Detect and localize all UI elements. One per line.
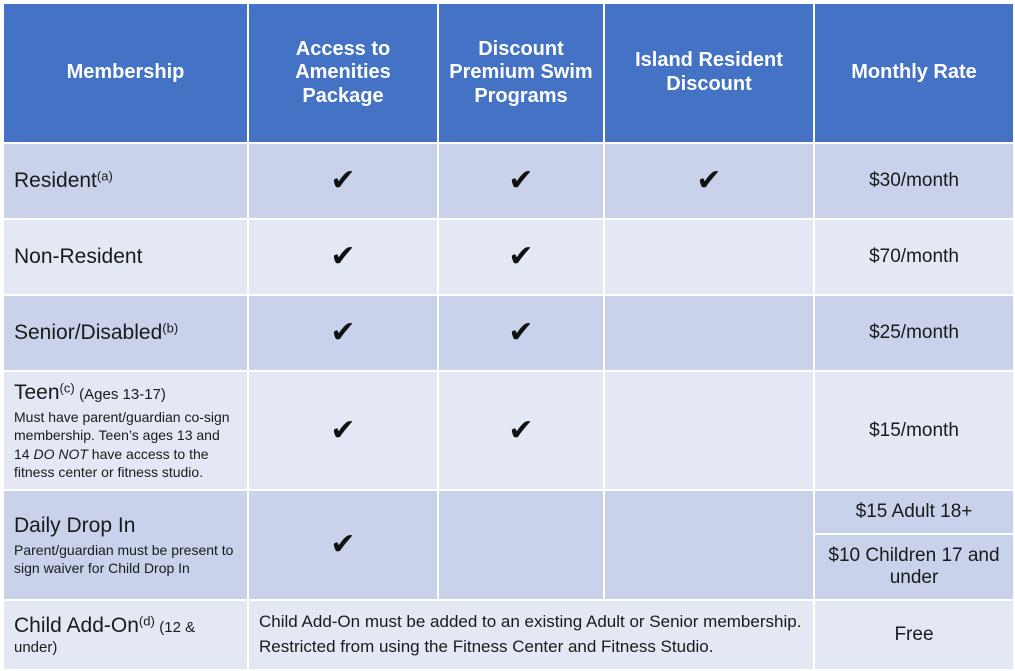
membership-name: Teen xyxy=(14,381,60,405)
membership-name: Resident xyxy=(14,169,97,193)
column-header-monthly-rate: Monthly Rate xyxy=(814,3,1014,143)
cell-rate-child-add-on: Free xyxy=(814,600,1014,670)
table-row xyxy=(3,600,1014,670)
column-header-island-discount: Island Resident Discount xyxy=(604,3,814,143)
footnote-marker: (a) xyxy=(96,169,113,185)
cell-amenities-teen xyxy=(248,371,438,490)
child-add-on-description: Child Add-On must be added to an existing Adult or Senior membership. Restricted from using the Fitness Center and Fitness Studio. xyxy=(248,600,814,670)
header-row xyxy=(3,3,1014,143)
membership-name: Child Add-On xyxy=(14,614,139,638)
age-range: (Ages 13-17) xyxy=(79,386,166,404)
cell-amenities-non-resident xyxy=(248,219,438,295)
column-header-membership: Membership xyxy=(3,3,248,143)
checkmark-icon: ✔ xyxy=(330,412,356,448)
row-label-daily-drop-in xyxy=(3,490,248,600)
membership-comparison-table xyxy=(2,2,1015,671)
footnote-marker: (c) xyxy=(59,380,75,396)
row-label-non-resident xyxy=(3,219,248,295)
cell-amenities-resident xyxy=(248,143,438,219)
drop-in-rate-list xyxy=(815,491,1013,599)
cell-island-resident xyxy=(604,143,814,219)
cell-swim-drop-in xyxy=(438,490,604,600)
checkmark-icon: ✔ xyxy=(508,239,534,274)
cell-island-drop-in xyxy=(604,490,814,600)
cell-swim-non-resident xyxy=(438,219,604,295)
checkmark-icon: ✔ xyxy=(330,315,356,350)
checkmark-icon: ✔ xyxy=(508,412,534,448)
cell-swim-teen xyxy=(438,371,604,490)
teen-note-post: have access to the fitness center or fitness studio. xyxy=(14,445,209,480)
checkmark-icon: ✔ xyxy=(330,527,356,562)
checkmark-icon: ✔ xyxy=(508,163,534,198)
table-row xyxy=(3,295,1014,371)
drop-in-rate-adult: $15 Adult 18+ xyxy=(815,491,1013,535)
cell-island-teen xyxy=(604,371,814,490)
checkmark-icon: ✔ xyxy=(508,315,534,350)
teen-note xyxy=(14,408,237,481)
table-row xyxy=(3,143,1014,219)
cell-amenities-senior xyxy=(248,295,438,371)
membership-name: Daily Drop In xyxy=(14,513,136,537)
column-header-amenities: Access to Amenities Package xyxy=(248,3,438,143)
cell-rate-senior: $25/month xyxy=(814,295,1014,371)
membership-name: Non-Resident xyxy=(14,245,143,269)
teen-note-emphasis: DO NOT xyxy=(33,445,88,462)
drop-in-note: Parent/guardian must be present to sign waiver for Child Drop In xyxy=(14,541,234,577)
column-header-swim: Discount Premium Swim Programs xyxy=(438,3,604,143)
footnote-marker: (b) xyxy=(162,321,179,337)
checkmark-icon: ✔ xyxy=(330,239,356,274)
cell-swim-resident xyxy=(438,143,604,219)
cell-rate-drop-in xyxy=(814,490,1014,600)
teen-note-pre: Must have parent/guardian co-sign membership. Teen’s ages 13 and 14 xyxy=(14,409,230,462)
cell-amenities-drop-in xyxy=(248,490,438,600)
cell-island-senior xyxy=(604,295,814,371)
checkmark-icon: ✔ xyxy=(330,163,356,198)
row-label-child-add-on xyxy=(3,600,248,670)
cell-rate-resident: $30/month xyxy=(814,143,1014,219)
cell-swim-senior xyxy=(438,295,604,371)
membership-name: Senior/Disabled xyxy=(14,321,163,345)
cell-island-non-resident xyxy=(604,219,814,295)
drop-in-rate-child: $10 Children 17 and under xyxy=(828,545,1000,588)
table-body xyxy=(3,143,1014,670)
row-label-resident xyxy=(3,143,248,219)
row-label-teen xyxy=(3,371,248,490)
table-header xyxy=(3,3,1014,143)
checkmark-icon: ✔ xyxy=(696,163,722,198)
cell-rate-non-resident: $70/month xyxy=(814,219,1014,295)
table-row xyxy=(3,219,1014,295)
age-range: (12 & under) xyxy=(14,619,196,656)
row-label-senior-disabled xyxy=(3,295,248,371)
footnote-marker: (d) xyxy=(138,614,155,630)
cell-rate-teen: $15/month xyxy=(814,371,1014,490)
table-row xyxy=(3,371,1014,490)
table-row xyxy=(3,490,1014,600)
